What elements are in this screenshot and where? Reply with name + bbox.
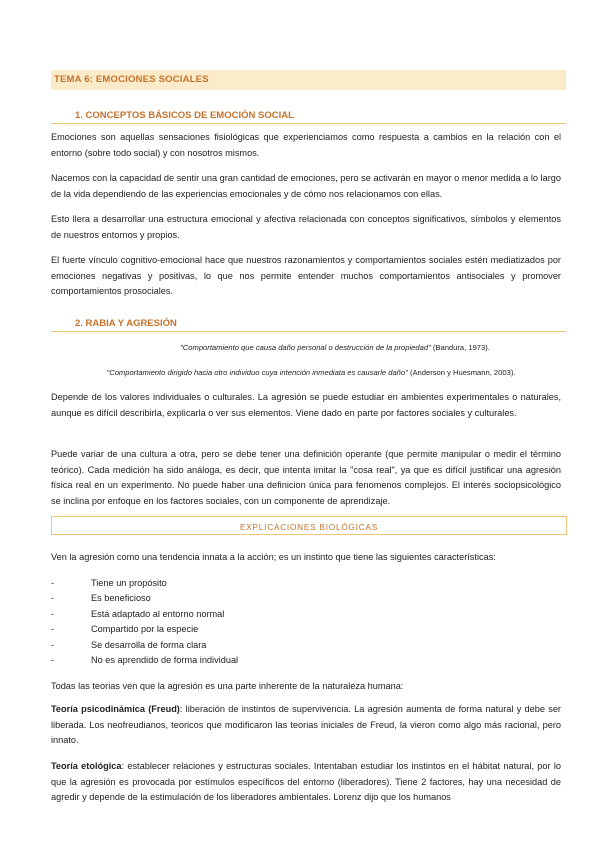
quote-anderson-cite: (Anderson y Huesmann, 2003). bbox=[407, 368, 516, 377]
section-title-2: 2. RABIA Y AGRESIÓN bbox=[75, 318, 177, 329]
bullet-dash: - bbox=[51, 639, 55, 650]
bullet-dash: - bbox=[51, 593, 55, 604]
characteristics-list bbox=[51, 576, 238, 668]
list-item: - Tiene un propósito bbox=[51, 576, 238, 591]
list-item: - Está adaptado al entorno normal bbox=[51, 607, 238, 622]
paragraph-7: Ven la agresión como una tendencia innata a la acción; es un instinto que tiene las siguientes características: bbox=[51, 552, 496, 562]
quote-anderson-text: "Comportamiento dirigido hacia otro individuo cuya intención inmediata es causarle daño" bbox=[106, 368, 408, 377]
bullet-dash: - bbox=[51, 655, 55, 666]
bullet-dash: - bbox=[51, 624, 55, 635]
term-psicodinamica: Teoría psicodinámica (Freud) bbox=[51, 704, 180, 714]
quote-bandura bbox=[110, 343, 560, 352]
paragraph-4: El fuerte vínculo cognitivo-emocional hace que nuestros razonamientos y comportamientos sociales estén mediatizados por emociones negativas y positivas, lo que nos permite entender muchos comportamientos antisociales y promover comportamientos prosociales. bbox=[51, 255, 561, 296]
paragraph-3: Esto llera a desarrollar una estructura emocional y afectiva relacionada con conceptos significativos, símbolos y elementos de nuestros entornos y propios. bbox=[51, 214, 561, 240]
subsection-title: EXPLICACIONES BIOLÓGICAS bbox=[240, 523, 378, 532]
quote-bandura-cite: (Bandura, 1973). bbox=[430, 343, 490, 352]
list-item: - Compartido por la especie bbox=[51, 622, 238, 637]
section-heading-1 bbox=[51, 108, 566, 124]
paragraph-5: Depende de los valores individuales o culturales. La agresión se puede estudiar en ambientes experimentales o naturales, aunque es difícil describirla, explicarla o ver sus elementos. Viene dado en parte por factores sociales y culturales. bbox=[51, 392, 561, 418]
list-item: - Es beneficioso bbox=[51, 591, 238, 606]
paragraph-10: Teoría etológica: establecer relaciones y estructuras sociales. Intentaban estudiar los instintos en el hábitat natural, por lo que la agresión es provocada por estímulos específicos del entorno (liberadores). Tiene 2 factores, hay una necesidad de agredir y depende de la estimulación de los liberadores ambientales. Lorenz dijo que los humanos bbox=[51, 761, 561, 802]
subsection-box bbox=[51, 516, 567, 535]
bullet-dash: - bbox=[51, 608, 55, 619]
term-etologica: Teoría etológica bbox=[51, 761, 122, 771]
paragraph-2: Nacemos con la capacidad de sentir una gran cantidad de emociones, pero se activarán en mayor o menor medida a lo largo de la vida dependiendo de las experiencias emocionales y de cómo nos relacionamos con ellas. bbox=[51, 173, 561, 199]
section-heading-2 bbox=[51, 316, 566, 332]
chapter-title-bar bbox=[51, 70, 566, 90]
paragraph-8: Todas las teorias ven que la agresión es una parte inherente de la naturaleza humana: bbox=[51, 681, 404, 691]
chapter-title: TEMA 6: EMOCIONES SOCIALES bbox=[54, 74, 209, 85]
list-item: - No es aprendido de forma individual bbox=[51, 653, 238, 668]
bullet-dash: - bbox=[51, 578, 55, 588]
paragraph-9: Teoría psicodinámica (Freud): liberación de instintos de supervivencia. La agresión aumenta de forma natural y debe ser liberada. Los neofreudianos, teoricos que modificaron las teorias iniciales de Freud, la vieron como algo más racional, pero innato. bbox=[51, 704, 561, 745]
list-item: - Se desarrolla de forma clara bbox=[51, 638, 238, 653]
section-title-1: 1. CONCEPTOS BÁSICOS DE EMOCIÓN SOCIAL bbox=[75, 110, 294, 121]
quote-anderson bbox=[51, 368, 571, 377]
quote-bandura-text: "Comportamiento que causa daño personal o destrucción de la propiedad" bbox=[180, 343, 431, 352]
paragraph-6: Puede variar de una cultura a otra, pero se debe tener una definición operante (que permite manipular o medir el término teórico). Cada medición ha sido análoga, es decir, que intenta imitar la "cosa real", ya que es difícil justificar una agresión física real en un experimento. No puede haber una definicion única para fenomenos complejos. El interés sociopsicológico se inclina por enfoque en los factores sociales, con un componente de aprendizaje. bbox=[51, 449, 561, 506]
paragraph-1: Emociones son aquellas sensaciones fisiológicas que experienciamos como respuesta a cambios en la relación con el entorno (sobre todo social) y con nosotros mismos. bbox=[51, 132, 561, 158]
